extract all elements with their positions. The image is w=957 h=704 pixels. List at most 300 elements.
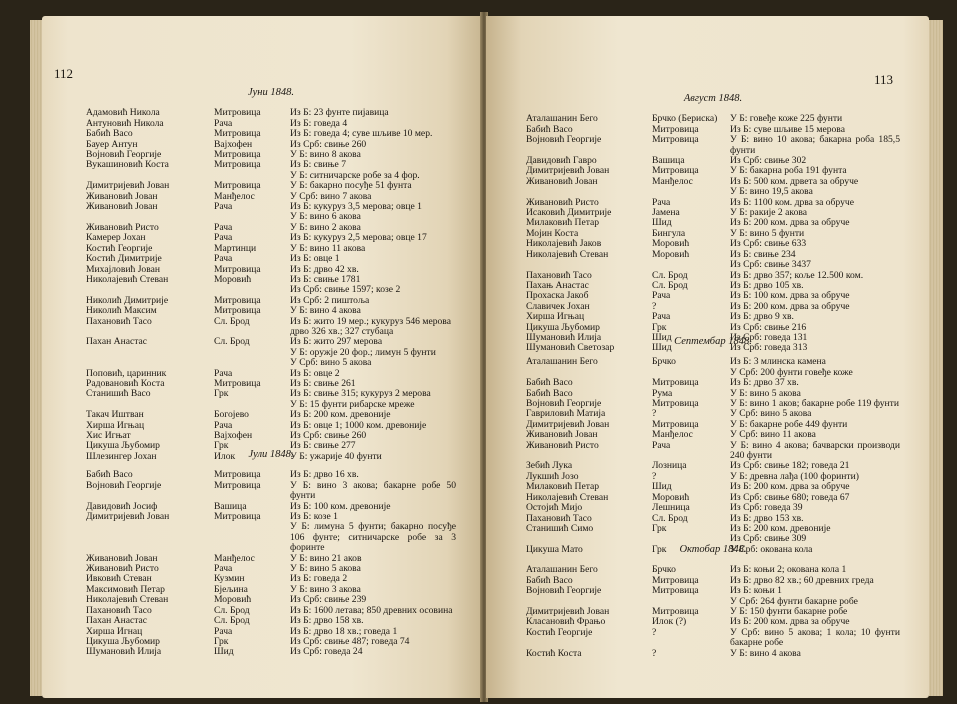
merchant-name: Бабић Васо xyxy=(526,387,573,399)
place-name: Грк xyxy=(214,635,229,647)
merchant-name: Мојин Коста xyxy=(526,227,579,239)
section-august xyxy=(526,94,900,354)
entry-row xyxy=(526,312,900,322)
goods-note: Из Б: кукуруз 3,5 мерова; овце 1 xyxy=(290,201,422,213)
place-name: Грк xyxy=(652,321,667,333)
goods-note: У Б: вино 3 акова xyxy=(290,583,361,595)
place-name: Манђелос xyxy=(652,175,693,187)
merchant-name: Максимовић Петар xyxy=(86,583,165,595)
goods-note: Из Б: 200 ком. древоније xyxy=(730,522,831,534)
goods-note: У Срб: вино 11 акова xyxy=(730,429,816,441)
merchant-name: Војновић Георгије xyxy=(526,585,602,597)
goods-note: Из Б: 3 млинска камена xyxy=(730,356,826,368)
merchant-name: Аталашанин Бего xyxy=(526,564,598,576)
place-name: Митровица xyxy=(652,418,699,430)
merchant-name: Пахановић Тасо xyxy=(86,604,152,616)
merchant-name: Пахановић Тасо xyxy=(86,315,152,327)
goods-note: Из Б: свиње 261 xyxy=(290,377,356,389)
place-name: Манђелос xyxy=(652,429,693,441)
merchant-name: Николајевић Јаков xyxy=(526,238,602,250)
right-page xyxy=(486,16,929,698)
entry-row xyxy=(86,481,456,502)
place-name: Бјељина xyxy=(214,583,248,595)
entry-row xyxy=(86,358,456,368)
merchant-name: Класановић Фрањо xyxy=(526,616,606,628)
place-name: Рача xyxy=(214,419,233,431)
goods-note: Из Б: 1100 ком. дрва за обруче xyxy=(730,196,854,208)
merchant-name: Хис Игњат xyxy=(86,430,131,441)
merchant-name: Живановић Јован xyxy=(526,429,598,441)
goods-note: Из Б: дрво 16 хв. xyxy=(290,469,359,481)
goods-note: Из Б: 200 ком. дрва за обруче xyxy=(730,616,850,628)
place-name: Сл. Брод xyxy=(214,336,250,348)
place-name: Митровица xyxy=(214,149,261,161)
merchant-name: Бауер Антун xyxy=(86,138,138,150)
merchant-name: Пахановић Тасо xyxy=(526,269,592,281)
merchant-name: Војновић Георгије xyxy=(526,398,602,410)
entry-row xyxy=(526,378,900,388)
merchant-name: Остојић Мијо xyxy=(526,502,583,514)
section-october xyxy=(526,545,900,659)
goods-note: У Б: оружје 20 фор.; лимун 5 фунти xyxy=(290,346,436,358)
place-name: Митровица xyxy=(652,123,699,135)
place-name: Сл. Брод xyxy=(652,279,688,291)
place-name: Вашица xyxy=(214,500,247,512)
merchant-name: Живановић Ристо xyxy=(86,563,159,575)
goods-note: У Б: ракије 2 акова xyxy=(730,207,808,219)
goods-note: Из Б: коњи 2; окована кола 1 xyxy=(730,564,847,576)
place-name: Грк xyxy=(214,440,229,452)
merchant-name: Пахањ Анастас xyxy=(526,279,589,291)
goods-note: Из Б: дрво 42 хв. xyxy=(290,263,359,275)
entry-row xyxy=(86,348,456,358)
place-name: Шид xyxy=(652,342,672,354)
merchant-name: Николајевић Стеван xyxy=(526,248,609,260)
goods-note: Из Б: жито 19 мер.; кукуруз 546 мерова xyxy=(290,315,451,327)
section-title: Октобар 1848. xyxy=(679,544,747,555)
entry-row xyxy=(526,260,900,270)
place-name: Рума xyxy=(652,387,673,399)
merchant-name: Славичек Јохан xyxy=(526,300,590,312)
merchant-name: Хирша Игнац xyxy=(86,625,143,637)
place-name: Рача xyxy=(652,311,671,323)
goods-note: У Б: бакарна роба 191 фунта xyxy=(730,165,847,177)
entry-row xyxy=(86,317,456,327)
merchant-name: Бабић Васо xyxy=(86,469,133,481)
place-name: Рача xyxy=(214,563,233,575)
place-name: Рача xyxy=(214,253,233,265)
place-name: ? xyxy=(652,626,657,638)
merchant-name: Костић Коста xyxy=(526,647,582,659)
goods-note: Из Срб: свиње 633 xyxy=(730,238,807,250)
goods-note: У Б: 15 фунти рибарске мреже xyxy=(290,398,415,410)
place-name: Лозница xyxy=(652,460,687,472)
goods-note: Из Срб: свиње 182; говеда 21 xyxy=(730,460,850,472)
place-name: Шид xyxy=(652,331,672,343)
place-name: Моровић xyxy=(652,491,690,503)
merchant-name: Михајловић Јован xyxy=(86,263,161,275)
merchant-name: Радовановић Коста xyxy=(86,377,165,389)
goods-note: Из Срб: свиње 216 xyxy=(730,321,807,333)
goods-note: Из Срб: свиње 309 xyxy=(730,533,807,545)
merchant-name: Поповић, царинник xyxy=(86,367,167,379)
place-name: Брчко xyxy=(652,356,676,368)
place-name: Вајхофен xyxy=(214,430,253,441)
place-name: Грк xyxy=(652,522,667,534)
goods-note: У Б: вино 21 аков xyxy=(290,552,362,564)
merchant-name: Николић Димитрије xyxy=(86,294,169,306)
merchant-name: Шумановић Светозар xyxy=(526,342,615,354)
place-name: Рача xyxy=(652,439,671,451)
goods-note: У Б: ситничарске робе за 4 фор. xyxy=(290,169,420,181)
goods-note: дрво 326 хв.; 327 стубаца xyxy=(290,325,394,337)
merchant-name: Николић Максим xyxy=(86,305,157,317)
merchant-name: Костић Георгије xyxy=(526,626,593,638)
place-name: Моровић xyxy=(214,594,252,606)
goods-note: Из Б: дрво 153 хв. xyxy=(730,512,804,524)
place-name: Брчко (Бериска) xyxy=(652,113,718,125)
entry-row xyxy=(526,628,900,649)
goods-note: У Б: вино 8 акова xyxy=(290,149,361,161)
goods-note: Из Б: 100 ком. древоније xyxy=(290,500,391,512)
merchant-name: Пахан Анастас xyxy=(86,615,148,627)
goods-note: Из Б: овце 1; 1000 ком. древоније xyxy=(290,419,427,431)
goods-note: У Б: вино 10 акова; бакарна роба 185,5 фунти xyxy=(730,134,900,156)
goods-note: Из Срб: говеда 39 xyxy=(730,502,803,514)
goods-note: У Б: вино 5 фунти xyxy=(730,227,805,239)
merchant-name: Такач Иштван xyxy=(86,409,144,421)
goods-note: Из Б: 200 ком. дрва за обруче xyxy=(730,300,850,312)
merchant-name: Бабић Васо xyxy=(86,128,133,140)
left-page xyxy=(42,16,482,698)
merchant-name: Костић Димитрије xyxy=(86,253,162,265)
place-name: Митровица xyxy=(652,574,699,586)
goods-note: У Б: вино 4 акова xyxy=(730,647,801,659)
goods-note: Из Б: свиње 234 xyxy=(730,248,796,260)
goods-note: Из Б: овце 2 xyxy=(290,367,340,379)
place-name: Митровица xyxy=(214,479,261,491)
place-name: Грк xyxy=(652,543,667,555)
merchant-name: Пахан Анастас xyxy=(86,336,148,348)
place-name: Рача xyxy=(214,232,233,244)
merchant-name: Шумановић Илија xyxy=(526,331,602,343)
goods-note: У Срб: вино 7 акова xyxy=(290,190,372,202)
goods-note: У Б: вино 11 акова xyxy=(290,242,366,254)
goods-note: Из Срб: свиње 260 xyxy=(290,430,367,441)
goods-note: Из Б: суве шљиве 15 мерова xyxy=(730,123,845,135)
entry-row xyxy=(86,421,456,431)
merchant-name: Бабић Васо xyxy=(526,377,573,389)
goods-note: Из Б: дрво 357; коље 12.500 ком. xyxy=(730,269,864,281)
merchant-name: Гавриловић Матија xyxy=(526,408,606,420)
place-name: Митровица xyxy=(214,511,261,523)
goods-note: Из Срб: свиње 1597; козе 2 xyxy=(290,284,401,296)
goods-note: Из Б: дрво 18 хв.; говеда 1 xyxy=(290,625,398,637)
place-name: Митровица xyxy=(214,263,261,275)
place-name: Манђелос xyxy=(214,552,255,564)
goods-note: У Б: вино 19,5 акова xyxy=(730,186,813,198)
entry-row xyxy=(526,493,900,503)
place-name: Илок xyxy=(214,450,236,462)
place-name: Богојево xyxy=(214,409,249,421)
section-september xyxy=(526,337,900,555)
goods-note: Из Б: коњи 1 xyxy=(730,585,782,597)
place-name: Шид xyxy=(652,217,672,229)
place-name: Рача xyxy=(214,117,233,129)
place-name: Митровица xyxy=(652,165,699,177)
entry-row xyxy=(86,254,456,264)
section-title: Септембар 1848. xyxy=(674,336,752,347)
goods-note: Из Б: говеда 4 xyxy=(290,117,348,129)
entry-row xyxy=(86,647,456,657)
section-title: Јуни 1848. xyxy=(247,87,295,98)
entry-row xyxy=(526,649,900,659)
merchant-name: Адамовић Никола xyxy=(86,107,160,119)
place-name: Сл. Брод xyxy=(214,604,250,616)
place-name: Митровица xyxy=(214,159,261,171)
goods-note: У Б: бакарне робе 449 фунти xyxy=(730,418,848,430)
place-name: ? xyxy=(652,408,657,420)
place-name: Митровица xyxy=(214,469,261,481)
merchant-name: Николајевић Стеван xyxy=(526,491,609,503)
goods-note: Из Б: дрво 158 хв. xyxy=(290,615,364,627)
place-name: ? xyxy=(652,647,657,659)
place-name: Мартинци xyxy=(214,242,257,254)
merchant-name: Милаковић Петар xyxy=(526,481,600,493)
place-name: Шид xyxy=(652,481,672,493)
place-name: Јамена xyxy=(652,207,680,219)
goods-note: У Б: бакарно посуђе 51 фунта xyxy=(290,180,412,192)
place-name: Вајхофен xyxy=(214,138,253,150)
place-name: Манђелос xyxy=(214,190,255,202)
entry-row xyxy=(526,524,900,534)
goods-note: У Срб: вино 5 акова xyxy=(730,408,812,420)
merchant-name: Вукашиновић Коста xyxy=(86,159,169,171)
merchant-name: Лукшић Јозо xyxy=(526,470,579,482)
place-name: Вашица xyxy=(652,155,685,167)
goods-note: Из Б: свиње 277 xyxy=(290,440,356,452)
place-name: Митровица xyxy=(214,180,261,192)
place-name: Митровица xyxy=(652,398,699,410)
merchant-name: Костић Георгије xyxy=(86,242,153,254)
place-name: ? xyxy=(652,470,657,482)
merchant-name: Давидовић Гавро xyxy=(526,155,597,167)
place-name: Грк xyxy=(214,388,229,400)
place-name: Митровица xyxy=(214,294,261,306)
section-july xyxy=(86,450,456,658)
entry-row xyxy=(526,503,900,513)
place-name: Сл. Брод xyxy=(652,512,688,524)
merchant-name: Димитријевић Јован xyxy=(86,511,170,523)
goods-note: Из Срб: свиње 487; говеда 74 xyxy=(290,635,410,647)
merchant-name: Давидовић Јосиф xyxy=(86,500,158,512)
place-name: Шид xyxy=(214,646,234,658)
goods-note: Из Срб: говеда 24 xyxy=(290,646,363,658)
merchant-name: Шумановић Илија xyxy=(86,646,162,658)
merchant-name: Станишић Симо xyxy=(526,522,594,534)
page-number: 113 xyxy=(874,72,894,87)
page-edges-right xyxy=(929,20,943,696)
place-name: Сл. Брод xyxy=(214,615,250,627)
place-name: Митровица xyxy=(214,128,261,140)
place-name: Рача xyxy=(214,221,233,233)
place-name: Рача xyxy=(214,625,233,637)
place-name: Моровић xyxy=(652,238,690,250)
goods-note: У Б: вино 4 акова xyxy=(290,305,361,317)
entry-row xyxy=(526,177,900,187)
merchant-name: Аталашанин Бего xyxy=(526,356,598,368)
merchant-name: Војновић Георгије xyxy=(526,134,602,146)
goods-note: У Срб: 264 фунти бакарне робе xyxy=(730,595,858,607)
entry-row xyxy=(526,441,900,462)
place-name: Сл. Брод xyxy=(214,315,250,327)
place-name: Митровица xyxy=(214,107,261,119)
merchant-name: Антуновић Никола xyxy=(86,117,164,129)
goods-note: У Срб: вино 5 акова; 1 кола; 10 фунти бакарне робе xyxy=(730,626,900,649)
merchant-name: Војновић Георгије xyxy=(86,479,162,491)
place-name: Кузмин xyxy=(214,573,245,585)
goods-note: У Б: древна лађа (100 форинти) xyxy=(730,470,859,482)
place-name: Рача xyxy=(214,367,233,379)
place-name: Рача xyxy=(214,201,233,213)
place-name: Митровица xyxy=(214,305,261,317)
merchant-name: Милаковић Петар xyxy=(526,217,600,229)
goods-note: Из Б: 23 фунте пијавица xyxy=(290,107,389,119)
goods-note: У Б: вино 6 акова xyxy=(290,211,361,223)
place-name: Бингула xyxy=(652,227,686,239)
merchant-name: Живановић Јован xyxy=(86,201,158,213)
merchant-name: Цикуша Љубомир xyxy=(526,321,600,333)
section-title: Јули 1848. xyxy=(248,449,294,460)
section-title: Август 1848. xyxy=(683,93,743,104)
place-name: Митровица xyxy=(652,377,699,389)
merchant-name: Аталашанин Бего xyxy=(526,113,598,125)
place-name: Рача xyxy=(652,196,671,208)
goods-note: Из Срб: свиње 680; говеда 67 xyxy=(730,491,850,503)
merchant-name: Цикуша Љубомир xyxy=(86,635,160,647)
merchant-name: Димитријевић Јован xyxy=(526,606,610,618)
goods-note: Из Б: дрво 105 хв. xyxy=(730,279,804,291)
entry-row xyxy=(526,250,900,260)
entry-row xyxy=(526,135,900,156)
merchant-name: Исаковић Димитрије xyxy=(526,207,612,219)
goods-note: Из Б: козе 1 xyxy=(290,511,338,523)
goods-note: У Б: вино 5 акова xyxy=(730,387,801,399)
merchant-name: Живановић Јован xyxy=(86,552,158,564)
goods-note: Из Б: жито 297 мерова xyxy=(290,336,383,348)
goods-note: Из Б: 100 ком. дрва за обруче xyxy=(730,290,850,302)
place-name: Митровица xyxy=(652,585,699,597)
place-name: Лешница xyxy=(652,502,690,514)
goods-note: Из Б: кукуруз 2,5 мерова; овце 17 xyxy=(290,232,427,244)
merchant-name: Камерер Јохан xyxy=(86,232,146,244)
place-name: Моровић xyxy=(214,273,252,285)
goods-note: Из Б: говеда 4; суве шљиве 10 мер. xyxy=(290,128,433,140)
goods-note: Из Б: 200 ком. древоније xyxy=(290,409,391,421)
place-name: Брчко xyxy=(652,564,676,576)
section-june xyxy=(86,88,456,462)
goods-note: У Срб: 200 фунти говеђе коже xyxy=(730,366,853,378)
merchant-name: Николајевић Стеван xyxy=(86,273,169,285)
merchant-name: Бабић Васо xyxy=(526,574,573,586)
merchant-name: Цикуша Љубомир xyxy=(86,440,160,452)
goods-note: Из Срб: свиње 260 xyxy=(290,138,367,150)
merchant-name: Шлезингер Јохан xyxy=(86,450,157,462)
goods-note: У Б: вино 3 акова; бакарне робе 50 фунти xyxy=(290,479,456,502)
place-name: Митровица xyxy=(652,134,699,146)
merchant-name: Прохаска Јакоб xyxy=(526,290,589,302)
merchant-name: Николајевић Стеван xyxy=(86,594,169,606)
entry-row xyxy=(526,368,900,378)
entry-row xyxy=(86,616,456,626)
goods-note: У Срб: окована кола xyxy=(730,543,813,555)
goods-note: Из Б: говеда 2 xyxy=(290,573,348,585)
place-name: Митровица xyxy=(214,377,261,389)
merchant-name: Живановић Јован xyxy=(86,190,158,202)
place-name: Илок (?) xyxy=(652,616,687,628)
goods-note: Из Срб: свиње 3437 xyxy=(730,259,811,271)
merchant-name: Димитријевић Јован xyxy=(526,418,610,430)
goods-note: Из Б: овце 1 xyxy=(290,253,340,265)
place-name: Рача xyxy=(652,290,671,302)
goods-note: У Срб: вино 5 акова xyxy=(290,357,372,369)
page-edges-left xyxy=(30,20,42,696)
merchant-name: Ивковић Стеван xyxy=(86,573,152,585)
goods-note: Из Б: дрво 37 хв. xyxy=(730,377,799,389)
goods-note: Из Срб: говеда 313 xyxy=(730,342,808,354)
place-name: Сл. Брод xyxy=(652,269,688,281)
merchant-name: Живановић Ристо xyxy=(526,439,599,451)
merchant-name: Димитријевић Јован xyxy=(86,180,170,192)
entry-row xyxy=(86,522,456,553)
place-name: ? xyxy=(652,300,657,312)
goods-note: Из Б: 200 ком. дрва за обруче xyxy=(730,481,850,493)
goods-note: У Б: говеђе коже 225 фунти xyxy=(730,113,843,125)
merchant-name: Живановић Ристо xyxy=(86,221,159,233)
merchant-name: Војновић Георгије xyxy=(86,149,162,161)
merchant-name: Пахановић Тасо xyxy=(526,512,592,524)
merchant-name: Зебић Лука xyxy=(526,460,573,472)
merchant-name: Димитријевић Јован xyxy=(526,165,610,177)
entry-row xyxy=(86,129,456,139)
goods-note: У Б: вино 2 акова xyxy=(290,221,361,233)
goods-note: Из Б: 500 ком. дрвета за обруче xyxy=(730,175,859,187)
place-name: Митровица xyxy=(652,606,699,618)
merchant-name: Хирша Игњац xyxy=(86,419,145,431)
place-name: Моровић xyxy=(652,248,690,260)
merchant-name: Бабић Васо xyxy=(526,123,573,135)
goods-note: Из Б: дрво 9 хв. xyxy=(730,311,794,323)
merchant-name: Хирша Игњац xyxy=(526,311,585,323)
goods-note: Из Б: свиње 1781 xyxy=(290,273,361,285)
merchant-name: Цикуша Мато xyxy=(526,543,583,555)
page-number: 112 xyxy=(54,66,74,81)
goods-note: Из Срб: говеда 131 xyxy=(730,331,808,343)
entry-row xyxy=(86,306,456,316)
merchant-name: Станишић Васо xyxy=(86,388,151,400)
goods-note: Из Б: 200 ком. дрва за обруче xyxy=(730,217,850,229)
goods-note: У Б: вино 5 акова xyxy=(290,563,361,575)
goods-note: У Б: вино 4 акова; бачварски производи 240 фунти xyxy=(730,439,900,462)
goods-note: У Б: лимуна 5 фунти; бакарно посуђе 106 фунте; ситничарске робе за 3 форинте xyxy=(290,521,456,554)
merchant-name: Живановић Јован xyxy=(526,175,598,187)
goods-note: У Б: 150 фунти бакарне робе xyxy=(730,606,848,618)
entry-row xyxy=(526,218,900,228)
goods-note: У Б: ужарије 40 фунти xyxy=(290,450,382,462)
goods-note: Из Срб: 2 пиштоља xyxy=(290,294,370,306)
goods-note: Из Б: свиње 7 xyxy=(290,159,347,171)
goods-note: Из Б: 1600 летава; 850 древних осовина xyxy=(290,604,453,616)
